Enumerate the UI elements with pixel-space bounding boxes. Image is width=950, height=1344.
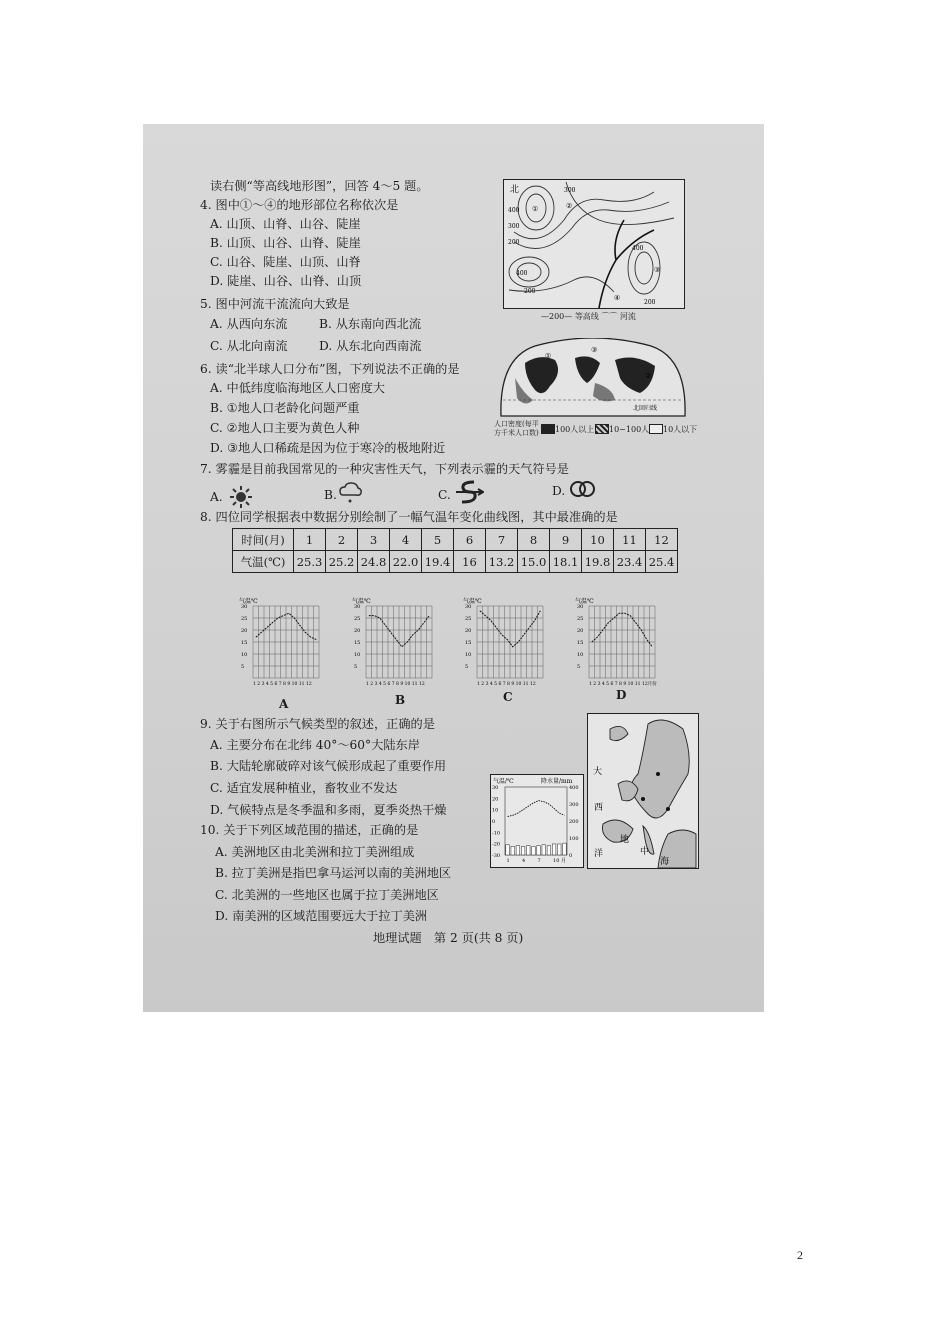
right-tick-label: 0 [569,853,573,859]
q4-stem: 4. 图中①～④的地形部位名称依次是 [200,198,399,212]
y-tick-label: 10 [577,652,584,658]
x-tick-labels: 1 2 3 4 5 6 7 8 9 10 11 12 [253,682,312,687]
left-tick-label: 20 [492,796,499,803]
left-tick-label: -30 [492,853,501,859]
climate-ylabel-right: 降水量/mm [541,778,573,785]
left-tick-label: 10 [492,807,499,814]
x-tick-labels: 1 2 3 4 5 6 7 8 9 10 11 12 [366,682,425,687]
y-tick-label: 30 [354,604,361,610]
table-cell: 5 [422,529,454,551]
chart-ylabel: 气温℃ [239,598,258,605]
table-cell: 15.0 [518,551,550,573]
q10-option-a: A. 美洲地区由北美洲和拉丁美洲组成 [215,845,415,859]
elevation-label: 200 [508,239,520,246]
legend-swatch-sparse [649,424,663,434]
y-tick-label: 5 [241,664,245,670]
table-header-temp: 气温(℃) [233,551,294,573]
contour-lines-graphic [504,180,684,308]
y-tick-label: 10 [354,652,361,658]
q9-option-d: D. 气候特点是冬季温和多雨，夏季炎热干燥 [210,803,447,817]
table-cell: 25.3 [294,551,326,573]
y-tick-label: 15 [354,640,361,646]
option-d-chart [573,596,673,694]
table-cell: 22.0 [390,551,422,573]
precip-bar [537,846,541,855]
y-tick-label: 20 [577,628,584,634]
ocean-label: 大 [593,767,603,777]
table-cell: 13.2 [486,551,518,573]
q10-option-c: C. 北美洲的一些地区也属于拉丁美洲地区 [215,888,439,902]
option-a-chart [237,596,329,694]
table-cell: 3 [358,529,390,551]
page-number: 2 [797,1248,803,1262]
elevation-label: 400 [516,270,528,277]
table-cell: 7 [486,529,518,551]
table-cell: 8 [518,529,550,551]
table-cell: 9 [550,529,582,551]
q7-option-b: B. [324,488,337,502]
table-cell: 6 [454,529,486,551]
table-header-month: 时间(月) [233,529,294,551]
climate-chart [491,775,583,867]
q6-option-b: B. ①地人口老龄化问题严重 [210,401,360,415]
climate-chart-box [490,774,584,868]
precip-bar [506,845,510,855]
y-tick-label: 25 [465,616,472,622]
table-cell: 12 [646,529,678,551]
y-tick-label: 25 [577,616,584,622]
option-c-chart [461,596,553,694]
precip-bar [532,847,536,856]
mark-2: ② [566,202,573,210]
y-tick-label: 10 [465,652,472,658]
y-tick-label: 30 [465,604,472,610]
legend-item: 100人以上 [555,425,595,434]
q9-option-c: C. 适宜发展种植业，畜牧业不发达 [210,781,398,795]
right-tick-label: 200 [569,819,579,825]
q9-option-b: B. 大陆轮廓破碎对该气候形成起了重要作用 [210,759,447,773]
elevation-label: 300 [564,187,576,194]
precip-bar [563,843,567,855]
q4-option-d: D. 陡崖、山谷、山脊、山顶 [210,274,362,288]
y-tick-label: 30 [577,604,584,610]
mark-4: ④ [614,294,621,302]
x-tick-label: 10 [553,858,560,864]
y-tick-label: 25 [241,616,248,622]
y-tick-label: 20 [241,628,248,634]
y-tick-label: 20 [465,628,472,634]
precip-bar [557,844,561,855]
legend-item: 10~100人 [609,425,650,434]
temperature-line [508,801,565,817]
y-tick-label: 25 [354,616,361,622]
x-tick-labels: 1 2 3 4 5 6 7 8 9 10 11 12 [477,682,536,687]
table-cell: 2 [326,529,358,551]
table-row [233,551,678,573]
y-tick-label: 5 [577,664,581,670]
question-intro: 读右侧“等高线地形图”，回答 4～5 题。 [210,179,429,193]
north-label: 北 [510,185,520,195]
precip-bar [516,846,520,855]
y-tick-label: 15 [465,640,472,646]
precip-bar [552,844,556,855]
contour-legend: —200— 等高线 ⌒⌒ 河流 [541,312,636,321]
pop-legend-title: 人口密度(每平方千米人口数) [494,420,539,437]
option-b-chart [350,596,442,694]
table-cell: 19.8 [582,551,614,573]
q10-option-b: B. 拉丁美洲是指巴拿马运河以南的美洲地区 [215,866,452,880]
europe-coast-graphic [588,714,698,868]
chart-ylabel: 气温℃ [352,598,371,605]
q5-stem: 5. 图中河流干流流向大致是 [200,297,350,311]
y-tick-label: 5 [465,664,469,670]
option-b-label: B [395,693,406,707]
q6-option-c: C. ②地人口主要为黄色人种 [210,421,360,435]
scanned-exam-page [143,124,764,1012]
ocean-label: 西 [594,803,604,813]
left-tick-label: 30 [492,785,499,791]
option-c-label: C [503,690,513,704]
q9-option-a: A. 主要分布在北纬 40°～60°大陆东岸 [210,738,420,752]
elevation-label: 200 [644,299,656,306]
table-cell: 23.4 [614,551,646,573]
x-tick-labels: 1 2 3 4 5 6 7 8 9 10 11 12月份 [589,682,657,687]
q6-option-d: D. ③地人口稀疏是因为位于寒冷的极地附近 [210,441,446,455]
left-tick-label: -20 [492,841,501,848]
table-cell: 19.4 [422,551,454,573]
option-a-label: A [279,697,289,711]
right-tick-label: 100 [569,836,579,842]
x-tick-label: 7 [537,858,541,864]
y-tick-label: 20 [354,628,361,634]
q8-stem: 8. 四位同学根据表中数据分别绘制了一幅气温年变化曲线图，其中最准确的是 [200,510,618,524]
q7-option-a: A. [210,490,223,504]
q5-option-c: C. 从北向南流 [210,339,288,353]
x-tick-label: 4 [522,858,526,864]
right-tick-label: 400 [569,785,579,791]
table-cell: 24.8 [358,551,390,573]
y-tick-label: 5 [354,664,358,670]
x-unit-label: 月 [561,858,567,864]
elevation-label: 200 [524,288,536,295]
elevation-label: 400 [632,245,644,252]
mark-3: ③ [591,346,598,354]
population-map [495,338,691,418]
precip-bar [547,846,551,855]
sea-label: 海 [660,857,670,867]
y-tick-label: 15 [577,640,584,646]
climate-ylabel-left: 气温/℃ [493,778,514,785]
legend-item: 10人以下 [663,425,698,434]
q5-option-a: A. 从西向东流 [210,317,288,331]
precip-bar [521,847,525,856]
option-d-label: D [616,688,627,702]
y-tick-label: 10 [241,652,248,658]
table-cell: 1 [294,529,326,551]
elevation-label: 300 [508,223,520,230]
y-tick-label: 15 [241,640,248,646]
precip-bar [511,847,515,856]
q7-option-c: C. [438,488,451,502]
x-tick-label: 1 [506,858,510,864]
mark-1: ① [545,352,552,360]
precip-bar [526,846,530,855]
y-tick-label: 30 [241,604,248,610]
q10-option-d: D. 南美洲的区域范围要远大于拉丁美洲 [215,909,428,923]
sun-haze-symbol-icon [229,485,253,509]
table-row [233,529,678,551]
sea-label: 地 [620,835,630,845]
legend-swatch-dense [541,424,555,434]
sea-label: 中 [640,847,650,857]
q7-option-d: D. [552,484,566,498]
legend-swatch-medium [595,424,609,434]
mark-3: ③ [654,266,661,274]
chart-ylabel: 气温℃ [463,598,482,605]
q6-stem: 6. 读“北半球人口分布”图，下列说法不正确的是 [200,362,460,376]
tropic-label: 北回归线 [633,405,658,412]
table-cell: 10 [582,529,614,551]
sandstorm-symbol-icon [454,479,484,505]
elevation-label: 400 [508,207,520,214]
q4-option-c: C. 山谷、陡崖、山顶、山脊 [210,255,361,269]
table-cell: 16 [454,551,486,573]
temperature-table [232,528,678,573]
cloud-symbol-icon [338,480,364,504]
q6-option-a: A. 中低纬度临海地区人口密度大 [210,381,385,395]
precip-bar [542,845,546,855]
left-tick-label: 0 [492,819,496,825]
table-cell: 18.1 [550,551,582,573]
q9-stem: 9. 关于右图所示气候类型的叙述，正确的是 [200,717,435,731]
q10-stem: 10. 关于下列区域范围的描述，正确的是 [200,823,419,837]
table-cell: 25.2 [326,551,358,573]
ocean-label: 洋 [594,849,604,859]
chart-ylabel: 气温℃ [575,598,594,605]
page-footer: 地理试题 第 2 页(共 8 页) [373,931,524,945]
mark-1: ① [532,205,539,213]
left-tick-label: -10 [492,830,501,837]
table-cell: 11 [614,529,646,551]
table-cell: 25.4 [646,551,678,573]
right-tick-label: 300 [569,802,579,808]
q4-option-b: B. 山顶、山谷、山脊、陡崖 [210,236,361,250]
haze-symbol-icon [568,480,598,498]
q5-option-b: B. 从东南向西北流 [319,317,422,331]
mark-2: ② [645,372,652,380]
contour-map [503,179,685,309]
europe-map [587,713,699,869]
table-cell: 4 [390,529,422,551]
q7-stem: 7. 雾霾是目前我国常见的一种灾害性天气，下列表示霾的天气符号是 [200,462,569,476]
q4-option-a: A. 山顶、山脊、山谷、陡崖 [210,217,361,231]
q5-option-d: D. 从东北向西南流 [319,339,422,353]
